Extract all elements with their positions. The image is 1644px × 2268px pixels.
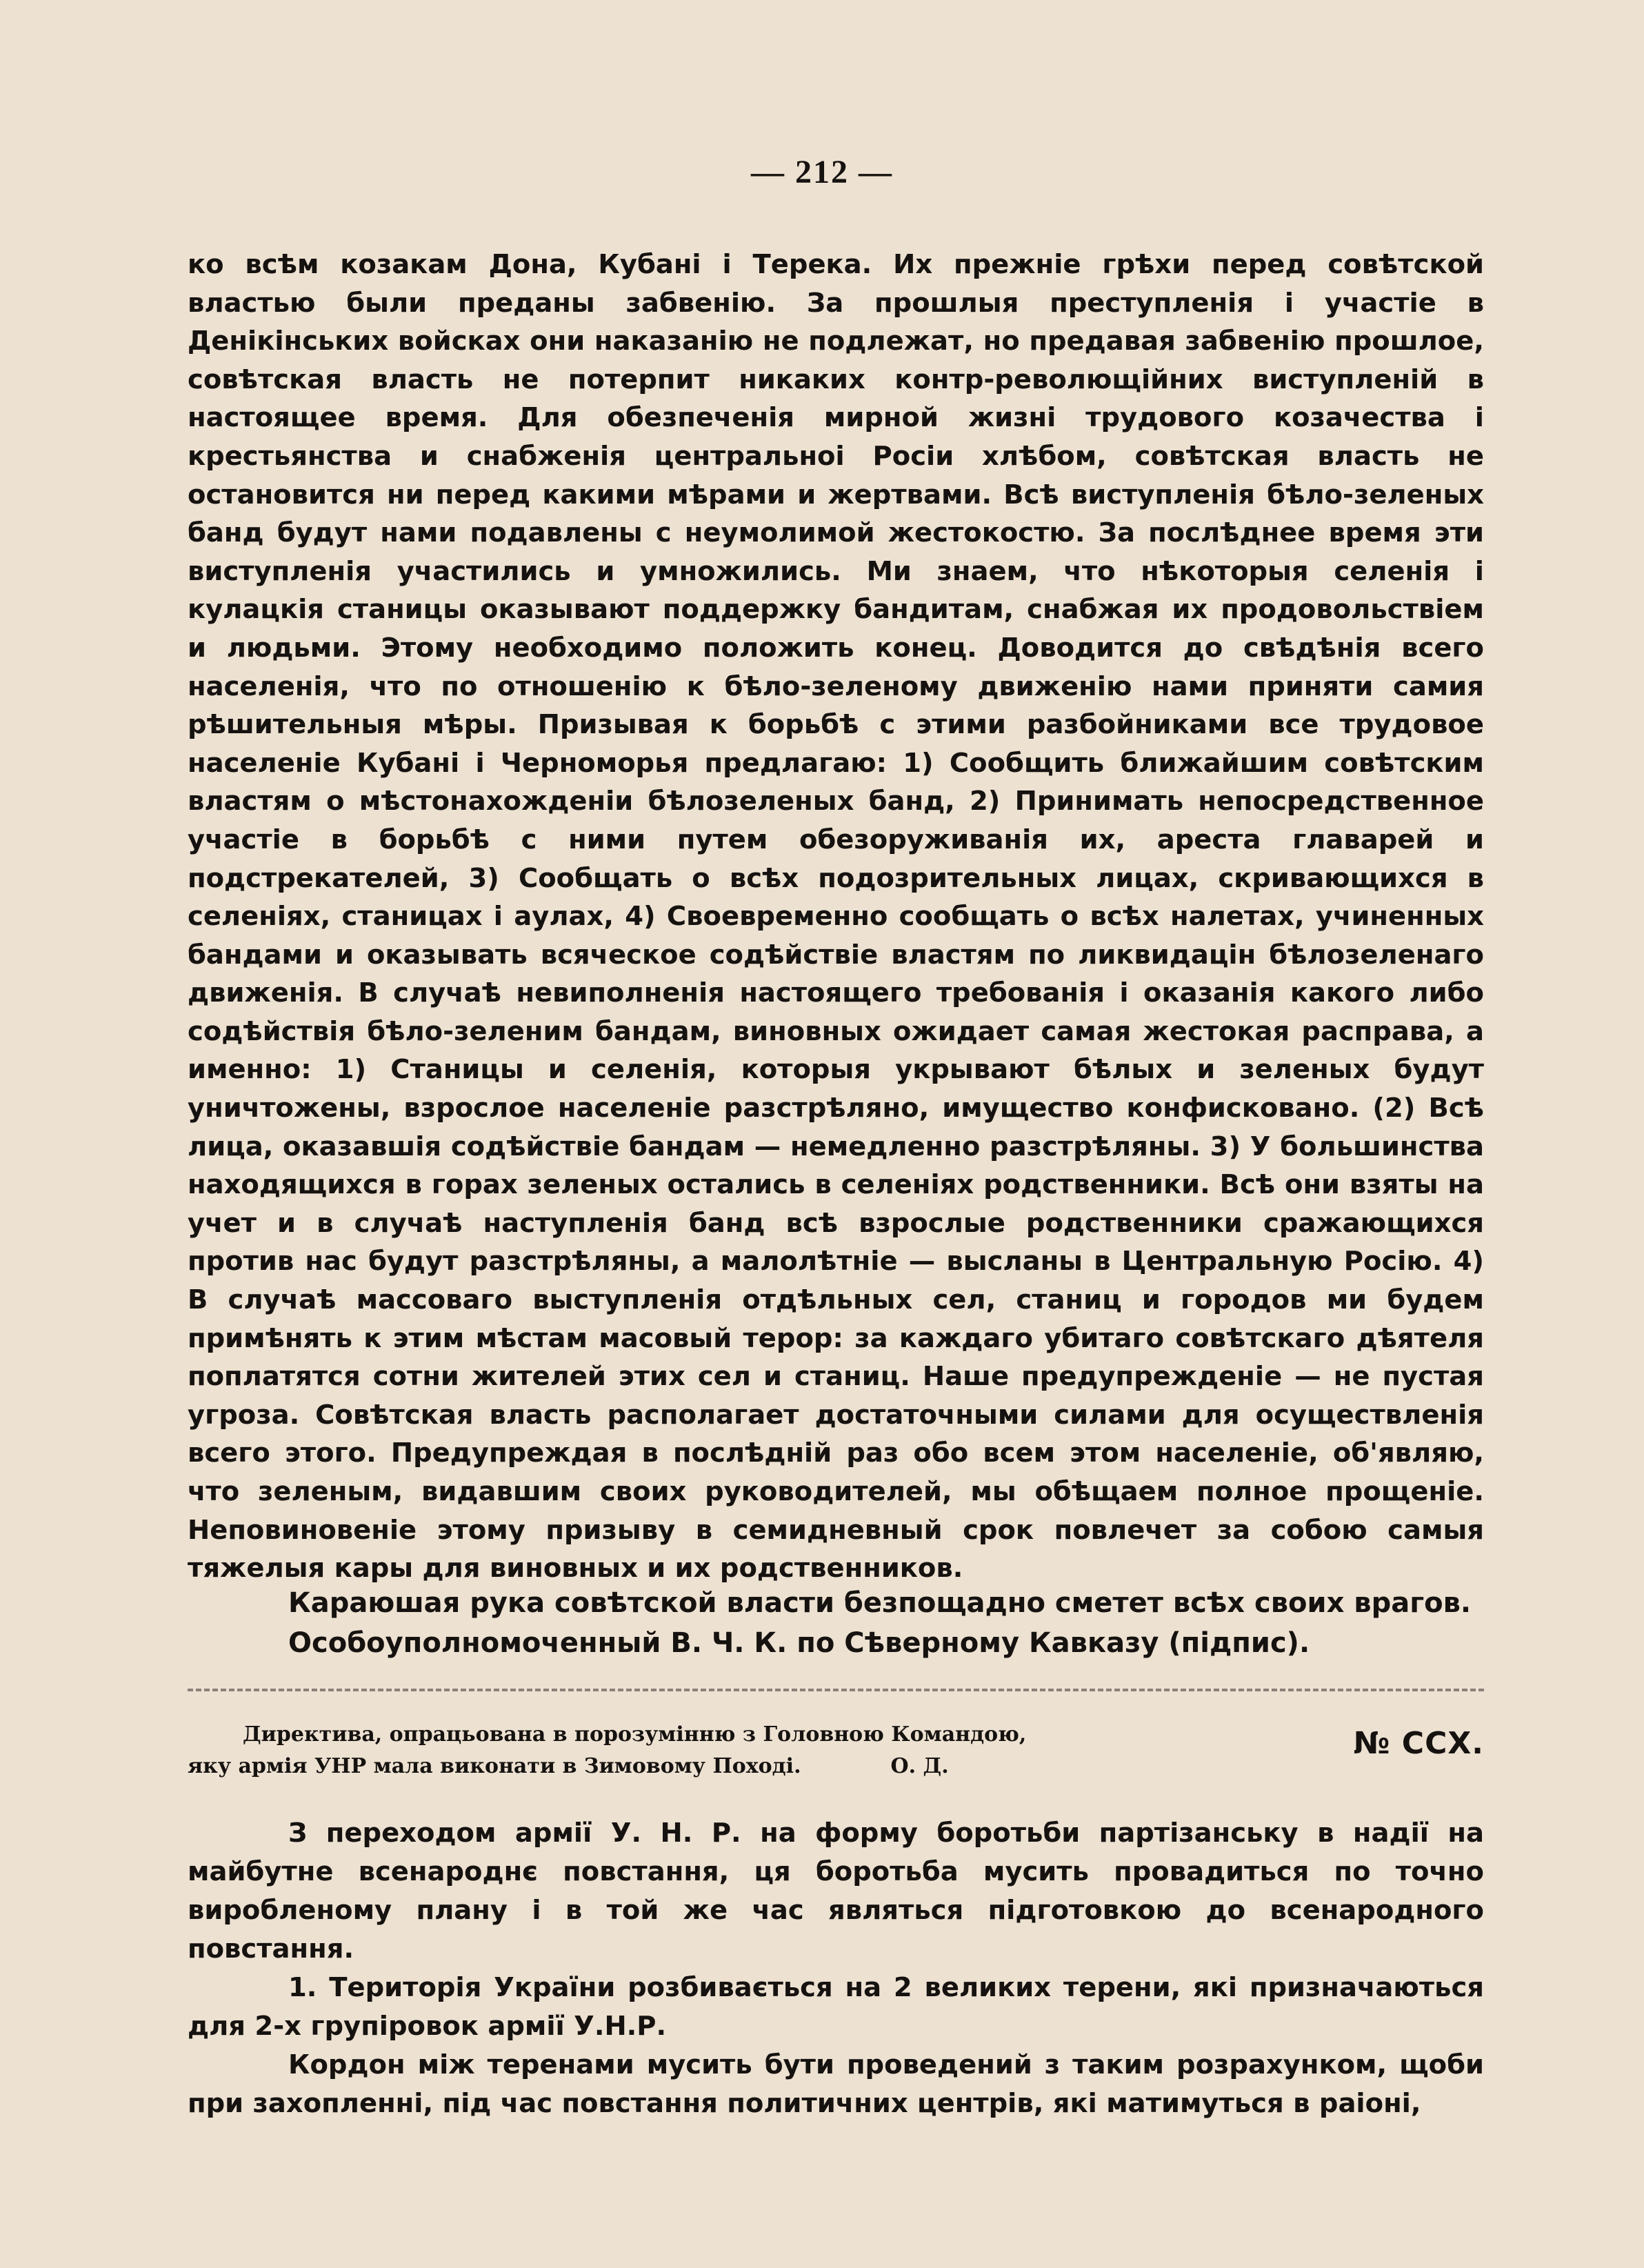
author-initials: О. Д. [890, 1754, 949, 1778]
document-number: № ССХ. [1353, 1726, 1484, 1761]
directive-paragraph-2: 1. Територія України розбивається на 2 великих терени, які призначаються для 2-х групіровок армії У.Н.Р. [188, 1972, 1484, 2042]
directive-description-line-1: Директива, опрацьована в порозумінню з Головною Командою, [243, 1722, 1027, 1747]
directive-description [188, 1719, 1181, 1782]
order-text-block [188, 246, 1484, 1588]
directive-paragraph-1: З переходом армії У. Н. Р. на форму боротьби партізанську в надії на майбутне всенароднє повстання, ця боротьба мусить провадиться по точно виробленому плану і в той же час являться підготовкою до всенародного повстання. [188, 1818, 1484, 1964]
page-number: — 212 — [751, 154, 893, 190]
section-divider [188, 1689, 1484, 1691]
order-closing [288, 1583, 1502, 1663]
signature-line: Особоуполномоченный В. Ч. К. по Сѣверному Кавказу (підпис). [288, 1627, 1310, 1659]
directive-description-text: яку армія УНР мала виконати в Зимовому Поході. [188, 1754, 801, 1778]
directive-header [188, 1719, 1484, 1788]
directive-text-block [188, 1814, 1484, 2123]
order-paragraph: ко всѣм козакам Дона, Кубані і Терека. Их прежніе грѣхи перед совѣтской властью были преданы забвенію. За прошлыя преступленія і участіе в Денікінських войсках они наказанію не подлежат, но предавая забвенію прошлое, совѣтская власть не потерпит никаких контр-револющійних виступленій в настоящее время. Для обезпеченія мирной жизні трудового козачества і крестьянства и снабженія центральноі Росіи хлѣбом, совѣтская власть не остановится ни перед какими мѣрами и жертвами. Всѣ виступленія бѣло-зеленых банд будут нами подавлены с неумолимой жестокостю. За послѣднее время эти виступленія участились и умножились. Ми знаем, что нѣкоторыя селенія і кулацкія станицы оказывают поддержку бандитам, снабжая их продовольствіем и людьми. Этому необходимо положить конец. Доводится до свѣдѣнія всего населенія, что по отношенію к бѣло-зеленому движенію нами приняти самия рѣшительныя мѣры. Призывая к борьбѣ с этими разбойниками все трудовое населеніе Кубані і Черноморья предлагаю: 1) Сообщить ближайшим совѣтским властям о мѣстонахожденіи бѣлозеленых банд, 2) Принимать непосредственное участіе в борьбѣ с ними путем обезоруживанія их, ареста главарей и подстрекателей, 3) Сообщать о всѣх подозрительных лицах, скривающихся в селеніях, станицах і аулах, 4) Своевременно сообщать о всѣх налетах, учиненных бандами и оказывать всяческое содѣйствіе властям по ликвидацін бѣлозеленаго движенія. В случаѣ невиполненія настоящего требованія і оказанія какого либо содѣйствія бѣло-зеленим бандам, виновных ожидает самая жестокая расправа, а именно: 1) Станицы и селенія, которыя укрывают бѣлых и зеленых будут уничтожены, взрослое населеніе разстрѣляно, имущество конфисковано. (2) Всѣ лица, оказавшія содѣйствіе бандам — немедленно разстрѣляны. 3) У большинства находящихся в горах зеленых остались в селеніях родственники. Всѣ они взяты на учет и в случаѣ наступленія банд всѣ взрослые родственники сражающихся против нас будут разстрѣляны, а малолѣтніе — высланы в Центральную Росію. 4) В случаѣ массоваго выступленія отдѣльных сел, станиц и городов ми будем примѣнять к этим мѣстам масовый терор: за каждаго убитаго совѣтскаго дѣятеля поплатятся сотни жителей этих сел и станиц. Наше предупрежденіе — не пустая угроза. Совѣтская власть располагает достаточными силами для осуществленія всего этого. Предупреждая в послѣдній раз обо всем этом населеніе, об'являю, что зеленым, видавшим своих руководителей, мы обѣщаем полное прощеніе. Неповиновеніе этому призыву в семидневный срок повлечет за собою самыя тяжелыя кары для виновных и их родственников. [188, 249, 1484, 1584]
closing-line-1: Караюшая рука совѣтской власти безпощадно сметет всѣх своих врагов. [288, 1587, 1472, 1619]
directive-paragraph-3: Кордон між теренами мусить бути проведений з таким розрахунком, щоби при захопленні, під час повстання политичних центрів, які матимуться в раіоні, [188, 2049, 1484, 2119]
directive-description-line-2 [188, 1751, 1181, 1782]
